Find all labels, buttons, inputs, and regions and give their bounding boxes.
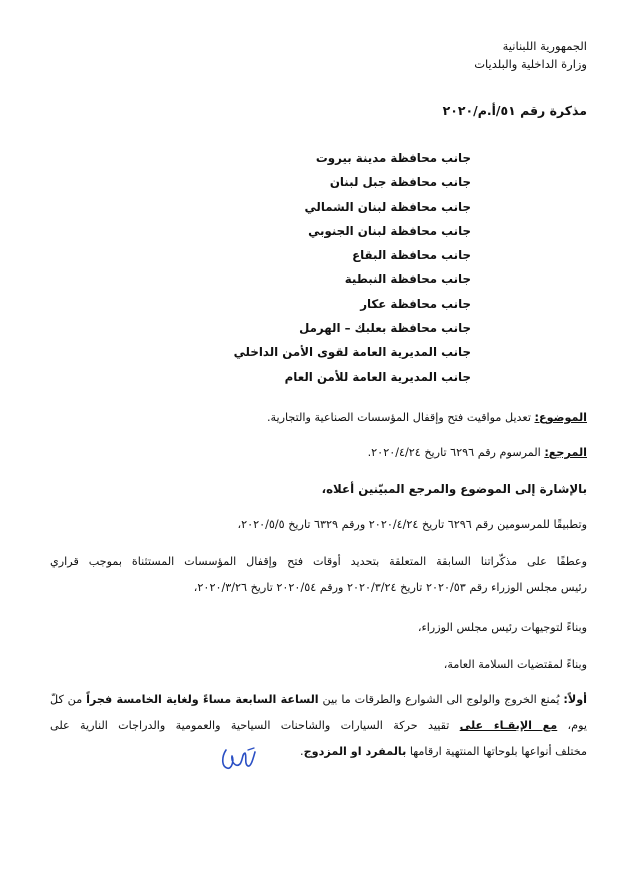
- odd-even-emphasis: بالمفرد او المزدوج: [303, 745, 407, 758]
- paragraph-previous-memos-line1: وعطفًا على مذكّراتنا السابقة المتعلقة بتحديد أوقات فتح وإقفال المؤسسات المستثناة بموجب قراري: [50, 555, 587, 568]
- paragraph-public-safety: وبناءً لمقتضيات السلامة العامة،: [443, 658, 587, 671]
- first-article-line2: [50, 718, 587, 734]
- recipient-item: جانب المديرية العامة للأمن العام: [284, 369, 471, 384]
- intro-line: بالإشارة إلى الموضوع والمرجع المبيّنين أعلاه،: [321, 482, 587, 496]
- paragraph-previous-memos-line2: رئيس مجلس الوزراء رقم ٢٠٢٠/٥٣ تاريخ ٢٠٢٠/٣/٢٤ ورقم ٢٠٢٠/٥٤ تاريخ ٢٠٢٠/٣/٢٦،: [193, 581, 587, 594]
- first-text-c: من كلّ: [50, 693, 87, 706]
- header-ministry: وزارة الداخلية والبلديات: [474, 57, 587, 71]
- first-article-line1: [50, 692, 587, 708]
- first-text-l3a: مختلف أنواعها بلوحاتها المنتهية ارقامها: [406, 745, 587, 758]
- recipient-item: جانب محافظة بعلبك – الهرمل: [299, 321, 471, 336]
- header-republic: الجمهورية اللبنانية: [502, 39, 587, 53]
- recipient-item: جانب محافظة عكار: [360, 296, 471, 311]
- subject-line: [267, 410, 587, 426]
- first-article-label: أولاً:: [563, 693, 587, 706]
- first-text-l2a: يوم،: [557, 719, 587, 732]
- first-text-l2c: تقييد حركة السيارات والشاحنات السياحية والعمومية والدراجات النارية على: [50, 719, 460, 732]
- recipient-item: جانب محافظة جبل لبنان: [329, 175, 471, 190]
- curfew-hours: الساعة السابعة مساءً ولغاية الخامسة فجراً: [86, 693, 319, 706]
- recipient-item: جانب محافظة لبنان الشمالي: [304, 199, 471, 214]
- recipient-item: جانب محافظة لبنان الجنوبي: [308, 223, 471, 238]
- subject-text: تعديل مواقيت فتح وإقفال المؤسسات الصناعية والتجارية.: [266, 411, 535, 424]
- recipient-list: [234, 150, 471, 393]
- signature-initials-icon: [218, 744, 258, 774]
- recipient-item: جانب محافظة مدينة بيروت: [315, 151, 471, 165]
- reference-label: المرجع:: [544, 446, 587, 459]
- keeping-emphasis: مع الإبقـاء على: [459, 719, 558, 732]
- paragraph-decrees: وتطبيقًا للمرسومين رقم ٦٢٩٦ تاريخ ٢٠٢٠/٤/٢٤ ورقم ٦٣٢٩ تاريخ ٢٠٢٠/٥/٥،: [237, 518, 587, 531]
- memo-number: مذكرة رقم ٥١/أ.م/٢٠٢٠: [442, 103, 587, 118]
- recipient-item: جانب المديرية العامة لقوى الأمن الداخلي: [233, 345, 471, 360]
- first-text-l3c: .: [300, 745, 304, 758]
- subject-label: الموضوع:: [534, 411, 587, 424]
- recipient-item: جانب محافظة النبطية: [344, 272, 471, 287]
- first-article-line3: [300, 744, 587, 760]
- paragraph-pm-directives: وبناءً لتوجيهات رئيس مجلس الوزراء،: [417, 621, 587, 634]
- first-text-a: يُمنع الخروج والولوج الى الشوارع والطرقات ما بين: [318, 693, 564, 706]
- recipient-item: جانب محافظة البقاع: [352, 248, 471, 263]
- reference-text: المرسوم رقم ٦٢٩٦ تاريخ ٢٠٢٠/٤/٢٤.: [367, 446, 545, 459]
- reference-line: [368, 445, 587, 461]
